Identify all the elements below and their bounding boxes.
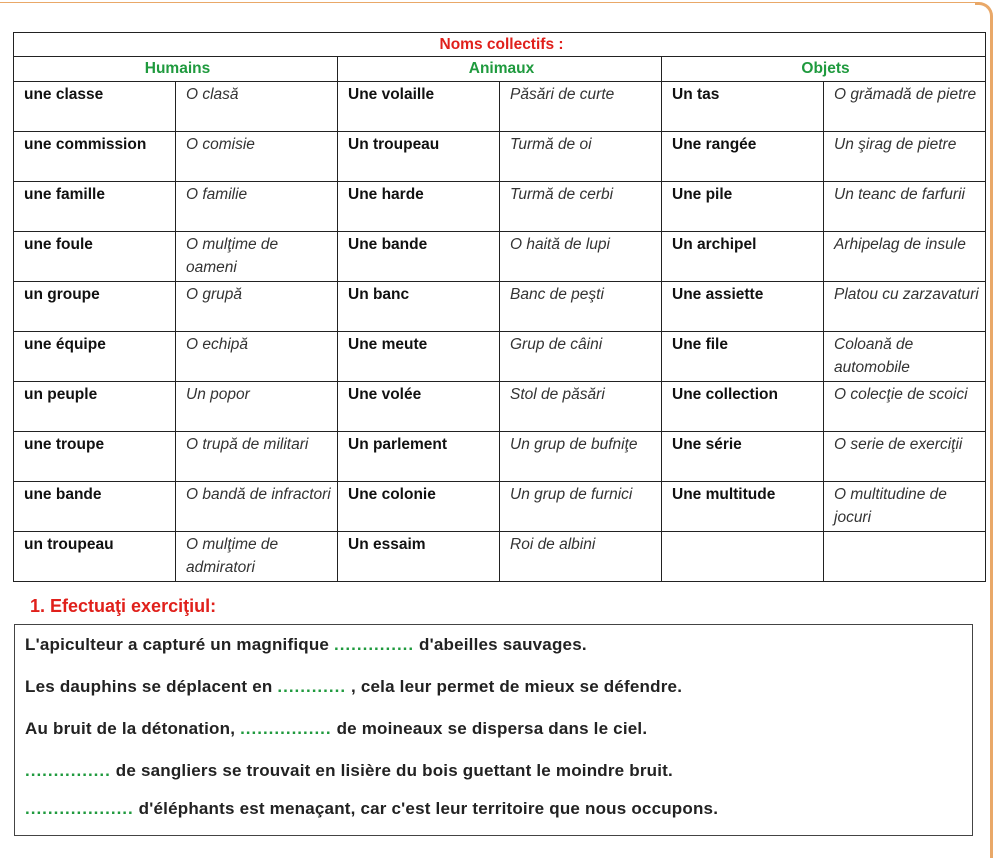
table-cell-romanian-translation: Turmă de oi — [500, 132, 662, 182]
table-cell-romanian-translation: O echipă — [176, 332, 338, 382]
table-cell-french-word: un peuple — [14, 382, 176, 432]
table-cell-romanian-translation: Un popor — [176, 382, 338, 432]
table-cell-french-word: Un tas — [662, 82, 824, 132]
fill-in-blank[interactable]: .............. — [333, 635, 415, 654]
exercise-box — [14, 624, 973, 836]
table-cell-romanian-translation: Păsări de curte — [500, 82, 662, 132]
exercise-sentence-1 — [25, 635, 587, 655]
table-row — [14, 332, 986, 382]
sentence-text-before: Au bruit de la détonation, — [25, 719, 241, 738]
table-cell-french-word: Une harde — [338, 182, 500, 232]
page-frame-top — [0, 2, 975, 3]
collective-nouns-table — [13, 32, 986, 582]
table-row — [14, 432, 986, 482]
sentence-text-before: L'apiculteur a capturé un magnifique — [25, 635, 334, 654]
table-cell-romanian-translation: O bandă de infractori — [176, 482, 338, 532]
table-cell-french-word: Une série — [662, 432, 824, 482]
exercise-sentence-2 — [25, 677, 682, 697]
table-cell-french-word: Un banc — [338, 282, 500, 332]
table-cell-romanian-translation: O clasă — [176, 82, 338, 132]
table-cell-french-word: Une rangée — [662, 132, 824, 182]
table-cell-french-word — [662, 532, 824, 582]
page-frame-corner — [975, 2, 993, 20]
table-row — [14, 132, 986, 182]
exercise-sentence-4 — [25, 761, 673, 781]
table-cell-romanian-translation: O grămadă de pietre — [824, 82, 986, 132]
table-cell-french-word: un groupe — [14, 282, 176, 332]
table-cell-romanian-translation: Arhipelag de insule — [824, 232, 986, 282]
table-cell-french-word: une équipe — [14, 332, 176, 382]
table-cell-romanian-translation: Roi de albini — [500, 532, 662, 582]
table-cell-french-word: Une meute — [338, 332, 500, 382]
table-cell-romanian-translation: Un teanc de farfurii — [824, 182, 986, 232]
table-cell-french-word: une famille — [14, 182, 176, 232]
table-cell-romanian-translation: Platou cu zarzavaturi — [824, 282, 986, 332]
table-cell-french-word: Un parlement — [338, 432, 500, 482]
table-cell-french-word: une commission — [14, 132, 176, 182]
table-cell-french-word: Un archipel — [662, 232, 824, 282]
table-cell-french-word: une bande — [14, 482, 176, 532]
table-cell-romanian-translation: Banc de peşti — [500, 282, 662, 332]
fill-in-blank[interactable]: ................ — [240, 719, 332, 738]
table-cell-romanian-translation: Un grup de bufniţe — [500, 432, 662, 482]
category-humains: Humains — [14, 57, 338, 82]
table-cell-romanian-translation: O grupă — [176, 282, 338, 332]
sentence-text-before: Les dauphins se déplacent en — [25, 677, 278, 696]
fill-in-blank[interactable]: ................... — [25, 799, 134, 818]
table-cell-romanian-translation: Grup de câini — [500, 332, 662, 382]
table-cell-romanian-translation: O serie de exerciţii — [824, 432, 986, 482]
sentence-text-after: de moineaux se dispersa dans le ciel. — [331, 719, 648, 738]
table-cell-romanian-translation: O haită de lupi — [500, 232, 662, 282]
table-row — [14, 482, 986, 532]
table-cell-french-word: Une assiette — [662, 282, 824, 332]
table-cell-french-word: Un troupeau — [338, 132, 500, 182]
table-cell-french-word: Une file — [662, 332, 824, 382]
category-objets: Objets — [662, 57, 986, 82]
page-frame-right — [990, 20, 993, 858]
exercise-sentence-3 — [25, 719, 647, 739]
table-cell-french-word: Une pile — [662, 182, 824, 232]
fill-in-blank[interactable]: ............... — [25, 761, 111, 780]
sentence-text-after: de sangliers se trouvait en lisière du bois guettant le moindre bruit. — [110, 761, 673, 780]
exercise-title: 1. Efectuaţi exerciţiul: — [30, 596, 217, 616]
fill-in-blank[interactable]: ............ — [277, 677, 347, 696]
table-cell-romanian-translation: Un grup de furnici — [500, 482, 662, 532]
sentence-text-after: d'abeilles sauvages. — [414, 635, 587, 654]
table-row — [14, 232, 986, 282]
table-cell-romanian-translation: O multitudine de jocuri — [824, 482, 986, 532]
table-cell-romanian-translation: Coloană de automobile — [824, 332, 986, 382]
table-cell-french-word: Un essaim — [338, 532, 500, 582]
table-cell-french-word: un troupeau — [14, 532, 176, 582]
table-row — [14, 382, 986, 432]
table-cell-romanian-translation: O colecţie de scoici — [824, 382, 986, 432]
table-title: Noms collectifs : — [14, 33, 986, 57]
table-cell-french-word: Une volaille — [338, 82, 500, 132]
table-cell-romanian-translation: Stol de păsări — [500, 382, 662, 432]
table-cell-french-word: Une collection — [662, 382, 824, 432]
table-cell-french-word: Une volée — [338, 382, 500, 432]
table-row — [14, 182, 986, 232]
table-row — [14, 532, 986, 582]
table-cell-romanian-translation: O comisie — [176, 132, 338, 182]
table-cell-french-word: une classe — [14, 82, 176, 132]
category-animaux: Animaux — [338, 57, 662, 82]
table-cell-romanian-translation: O familie — [176, 182, 338, 232]
table-cell-romanian-translation: Un şirag de pietre — [824, 132, 986, 182]
table-cell-romanian-translation: O mulţime de oameni — [176, 232, 338, 282]
table-cell-french-word: une foule — [14, 232, 176, 282]
table-row — [14, 282, 986, 332]
sentence-text-after: d'éléphants est menaçant, car c'est leur territoire que nous occupons. — [133, 799, 719, 818]
sentence-text-after: , cela leur permet de mieux se défendre. — [346, 677, 683, 696]
table-cell-french-word: une troupe — [14, 432, 176, 482]
table-cell-romanian-translation: Turmă de cerbi — [500, 182, 662, 232]
table-cell-french-word: Une multitude — [662, 482, 824, 532]
table-cell-romanian-translation: O trupă de militari — [176, 432, 338, 482]
exercise-sentence-5 — [25, 799, 718, 819]
table-cell-french-word: Une bande — [338, 232, 500, 282]
table-cell-romanian-translation — [824, 532, 986, 582]
table-cell-french-word: Une colonie — [338, 482, 500, 532]
table-row — [14, 82, 986, 132]
table-cell-romanian-translation: O mulţime de admiratori — [176, 532, 338, 582]
